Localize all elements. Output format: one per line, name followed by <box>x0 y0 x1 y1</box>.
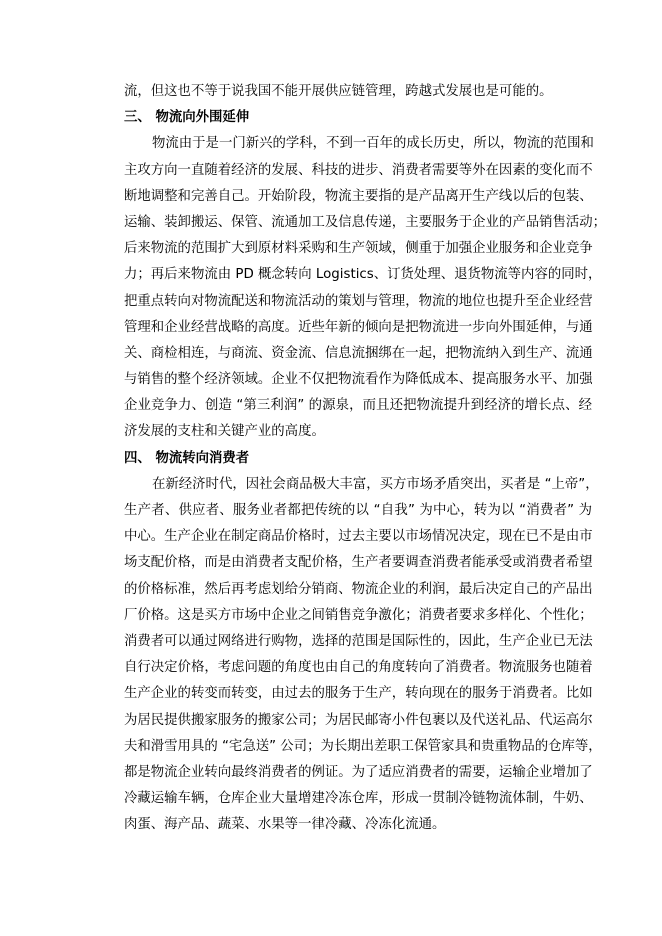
paragraph-line: 运输、装卸搬运、保管、流通加工及信息传递，主要服务于企业的产品销售活动； <box>124 214 607 230</box>
paragraph-line: 中心。生产企业在制定商品价格时，过去主要以市场情况决定，现在已不是由市 <box>124 529 593 545</box>
section-4-paragraph <box>124 472 602 839</box>
paragraph-line: 都是物流企业转向最终消费者的例证。为了适应消费者的需要，运输企业增加了 <box>124 764 593 780</box>
section-heading-4: 四、 物流转向消费者 <box>124 450 250 466</box>
paragraph-line: 肉蛋、海产品、蔬菜、水果等一律冷藏、冷冻化流通。 <box>124 817 446 833</box>
paragraph-line: 把重点转向对物流配送和物流活动的策划与管理，物流的地位也提升至企业经营 <box>124 293 593 309</box>
paragraph-line: 济发展的支柱和关键产业的高度。 <box>124 424 325 440</box>
paragraph-line: 主攻方向一直随着经济的发展、科技的进步、消费者需要等外在因素的变化而不 <box>124 162 593 178</box>
paragraph-line: 在新经济时代，因社会商品极大丰富，买方市场矛盾突出，买者是 “上帝”， <box>152 476 599 492</box>
paragraph-line: 管理和企业经营战略的高度。近些年新的倾向是把物流进一步向外围延伸，与通 <box>124 319 593 335</box>
paragraph-line: 冷藏运输车辆，仓库企业大量增建冷冻仓库，形成一贯制冷链物流体制，牛奶、 <box>124 791 593 807</box>
paragraph-line: 为居民提供搬家服务的搬家公司；为居民邮寄小件包裹以及代送礼品、代运高尔 <box>124 712 593 728</box>
section-heading-3: 三、 物流向外围延伸 <box>124 110 250 126</box>
section-3-paragraph <box>124 131 607 445</box>
paragraph-line: 物流由于是一门新兴的学科，不到一百年的成长历史，所以，物流的范围和 <box>152 136 594 152</box>
paragraph-line: 关、商检相连，与商流、资金流、信息流捆绑在一起，把物流纳入到生产、流通 <box>124 345 593 361</box>
document-page <box>124 79 607 838</box>
paragraph-line: 夫和滑雪用具的 “宅急送” 公司；为长期出差职工保管家具和贵重物品的仓库等， <box>124 738 602 754</box>
paragraph-line: 力；再后来物流由 PD 概念转向 Logistics、订货处理、退货物流等内容的同时， <box>124 267 602 283</box>
paragraph-line: 企业竞争力、创造 “第三利润” 的源泉，而且还把物流提升到经济的增长点、经 <box>124 398 592 414</box>
paragraph-line: 自行决定价格，考虑问题的角度也由自己的角度转向了消费者。物流服务也随着 <box>124 660 593 676</box>
paragraph-line: 断地调整和完善自己。开始阶段，物流主要指的是产品离开生产线以后的包装、 <box>124 188 593 204</box>
paragraph-line: 消费者可以通过网络进行购物，选择的范围是国际性的，因此，生产企业已无法 <box>124 633 593 649</box>
paragraph-line: 后来物流的范围扩大到原材料采购和生产领域，侧重于加强企业服务和企业竞争 <box>124 241 593 257</box>
paragraph-line: 流，但这也不等于说我国不能开展供应链管理，跨越式发展也是可能的。 <box>124 84 553 99</box>
paragraph-line: 厂价格。这是买方市场中企业之间销售竞争激化；消费者要求多样化、个性化； <box>124 607 593 623</box>
paragraph-line: 生产者、供应者、服务业者都把传统的以 “自我” 为中心，转为以 “消费者” 为 <box>124 503 592 518</box>
paragraph-line: 生产企业的转变而转变，由过去的服务于生产，转向现在的服务于消费者。比如 <box>124 686 593 702</box>
paragraph-line: 与销售的整个经济领域。企业不仅把物流看作为降低成本、提高服务水平、加强 <box>124 372 593 388</box>
paragraph-line: 场支配价格，而是由消费者支配价格，生产者要调查消费者能承受或消费者希望 <box>124 555 593 571</box>
paragraph-line: 的价格标准，然后再考虑划给分销商、物流企业的利润，最后决定自己的产品出 <box>124 581 593 597</box>
